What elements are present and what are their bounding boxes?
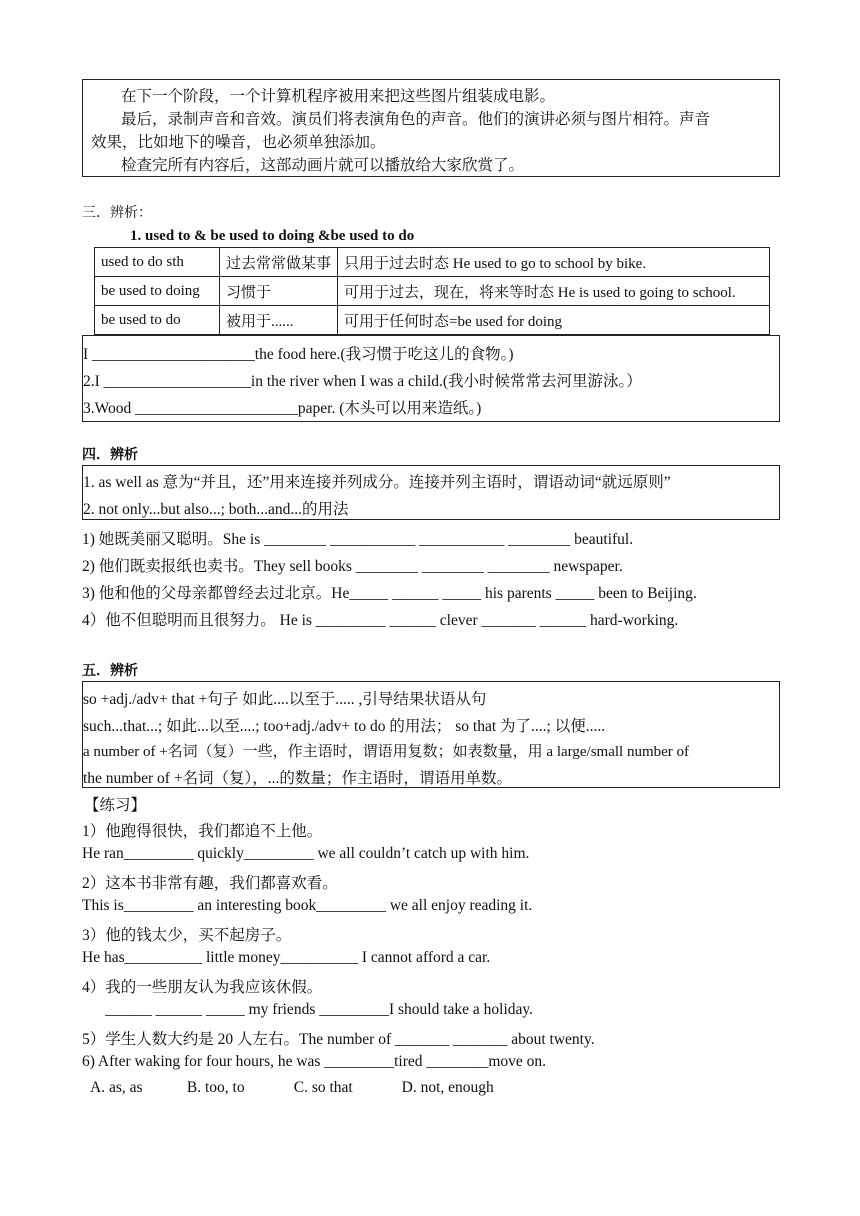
table-cell: 只用于过去时态 He used to go to school by bike. <box>338 248 770 277</box>
section4-box-line: 2. not only...but also...; both...and...的用法 <box>83 501 349 518</box>
section5-heading: 五．辨析 <box>82 663 138 679</box>
practice-line: 5）学生人数大约是 20 人左右。The number of _______ _______ about twenty. <box>82 1031 595 1048</box>
usage-table <box>94 247 770 335</box>
section5-box-line: such...that...; 如此...以至....; too+adj./adv+ to do 的用法； so that 为了....; 以便..... <box>83 718 606 735</box>
practice-heading: 【练习】 <box>84 797 147 814</box>
exercise-line: 3.Wood _____________________paper. (木头可以用来造纸。) <box>83 400 482 417</box>
section4-exercise: 4）他不但聪明而且很努力。 He is _________ ______ clever _______ ______ hard-working. <box>82 612 679 629</box>
table-cell: used to do sth <box>95 248 220 277</box>
intro-box <box>82 79 780 177</box>
exercise-line: I _____________________the food here.(我习惯于吃这儿的食物。) <box>83 346 514 363</box>
table-row <box>95 306 770 335</box>
section5-box <box>82 681 780 788</box>
practice-line: 1）他跑得很快，我们都追不上他。 <box>82 823 323 840</box>
table-cell: be used to doing <box>95 277 220 306</box>
table-row <box>95 248 770 277</box>
table-cell: 习惯于 <box>220 277 338 306</box>
option-b: B. too, to <box>186 1079 245 1096</box>
practice-line: ______ ______ _____ my friends _________I should take a holiday. <box>82 1001 534 1018</box>
intro-line-2: 最后，录制声音和音效。演员们将表演角色的声音。他们的演讲必须与图片相符。声音 <box>121 111 711 128</box>
intro-line-4: 检查完所有内容后，这部动画片就可以播放给大家欣赏了。 <box>121 157 525 174</box>
intro-line-3: 效果，比如地下的噪音，也必须单独添加。 <box>91 134 386 151</box>
practice-line: 6) After waking for four hours, he was _________tired ________move on. <box>82 1053 547 1070</box>
section4-box-line: 1. as well as 意为“并且，还”用来连接并列成分。连接并列主语时，谓语动词“就远原则” <box>83 474 671 491</box>
table-cell: 可用于任何时态=be used for doing <box>338 306 770 335</box>
table-cell: 被用于...... <box>220 306 338 335</box>
table-cell: 可用于过去，现在，将来等时态 He is used to going to school. <box>338 277 770 306</box>
section3-heading: 三．辨析： <box>82 205 152 221</box>
option-c: C. so that <box>293 1079 353 1096</box>
option-d: D. not, enough <box>401 1079 494 1096</box>
table-cell: 过去常常做某事 <box>220 248 338 277</box>
section4-exercise: 3) 他和他的父母亲都曾经去过北京。He_____ ______ _____ his parents _____ been to Beijing. <box>82 585 697 602</box>
answer-options <box>90 1079 494 1097</box>
section5-box-line: the number of +名词（复），...的数量；作主语时，谓语用单数。 <box>83 770 512 787</box>
section4-heading: 四．辨析 <box>82 447 138 463</box>
section4-exercise: 1) 她既美丽又聪明。She is ________ ___________ ___________ ________ beautiful. <box>82 531 634 548</box>
section3-exercise-box <box>82 335 780 422</box>
intro-line-1: 在下一个阶段，一个计算机程序被用来把这些图片组装成电影。 <box>121 88 556 105</box>
section4-exercise: 2) 他们既卖报纸也卖书。They sell books ________ ________ ________ newspaper. <box>82 558 623 575</box>
practice-line: 3）他的钱太少，买不起房子。 <box>82 927 292 944</box>
practice-line: This is_________ an interesting book_________ we all enjoy reading it. <box>82 897 533 914</box>
practice-line: He ran_________ quickly_________ we all couldn’t catch up with him. <box>82 845 530 862</box>
option-a: A. as, as <box>90 1079 143 1096</box>
practice-line: 4）我的一些朋友认为我应该休假。 <box>82 979 323 996</box>
section3-table-title: 1. used to & be used to doing &be used to do <box>130 228 415 244</box>
table-row <box>95 277 770 306</box>
practice-line: 2）这本书非常有趣，我们都喜欢看。 <box>82 875 338 892</box>
section5-box-line: a number of +名词（复）一些，作主语时，谓语用复数；如表数量，用 a large/small number of <box>83 744 690 760</box>
table-cell: be used to do <box>95 306 220 335</box>
exercise-line: 2.I ___________________in the river when I was a child.(我小时候常常去河里游泳。） <box>83 373 642 390</box>
practice-line: He has__________ little money__________ I cannot afford a car. <box>82 949 491 966</box>
section4-box <box>82 465 780 520</box>
section5-box-line: so +adj./adv+ that +句子 如此....以至于..... ,引导结果状语从句 <box>83 691 487 708</box>
